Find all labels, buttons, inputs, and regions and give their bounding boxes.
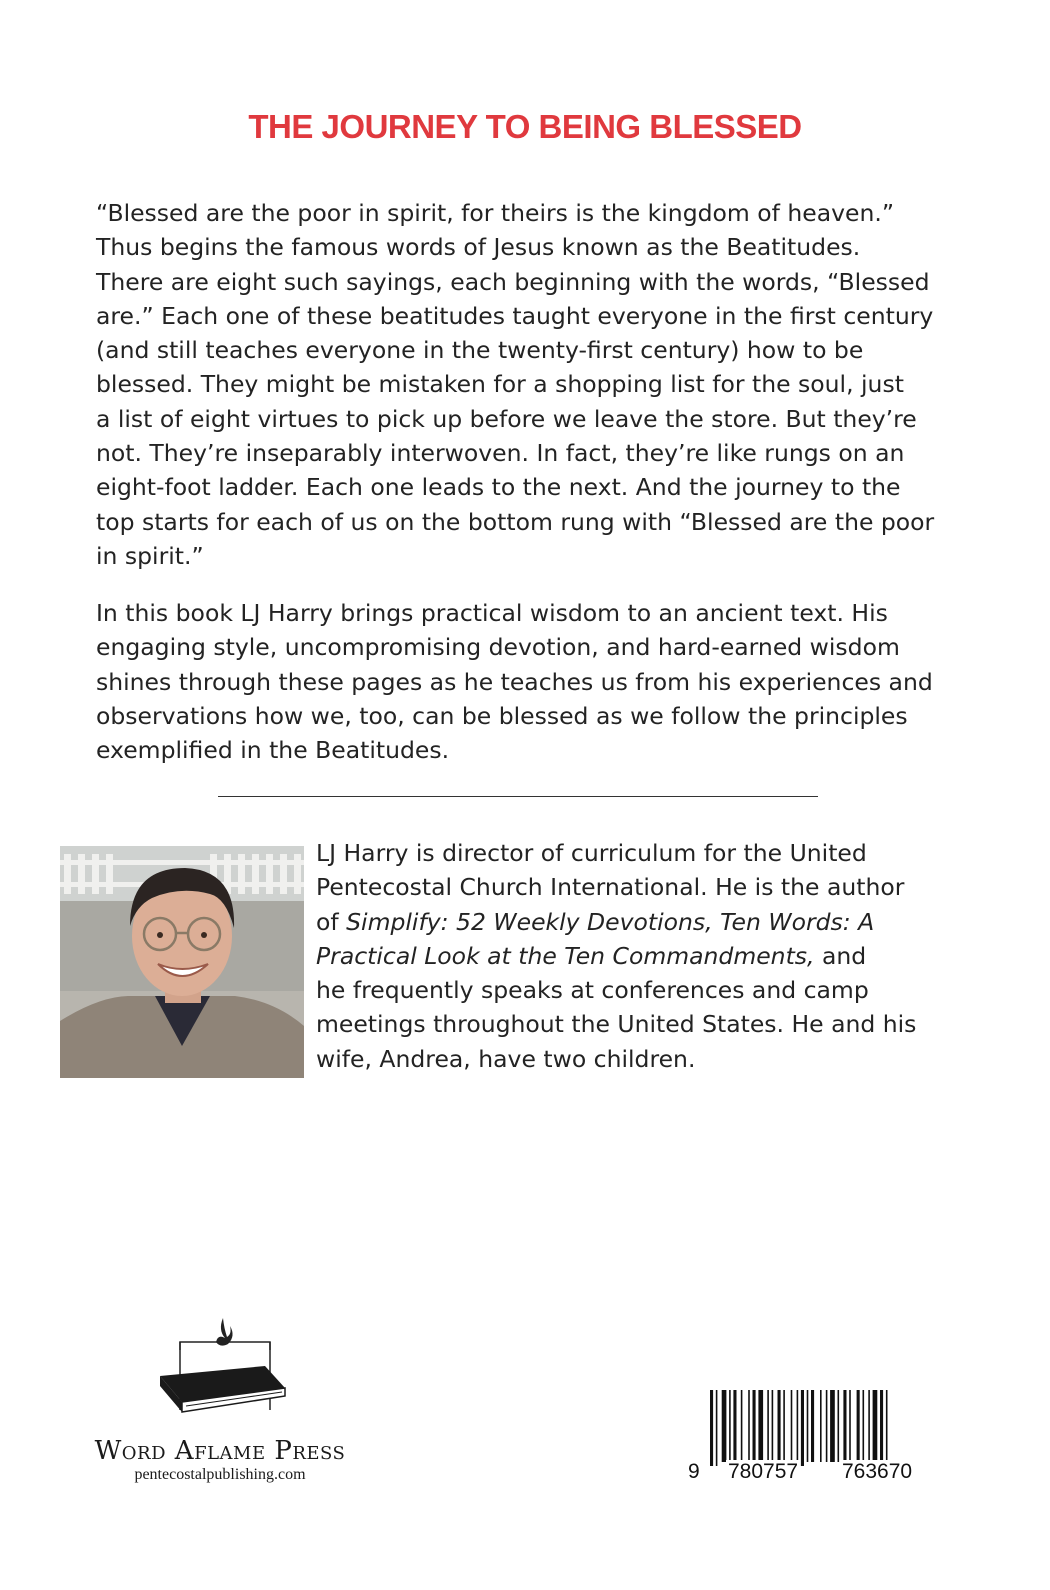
book-title-italic: Simplify: 52 Weekly Devotions, Ten Words: A [346,907,875,936]
blurb-line: In this book LJ Harry brings practical wisdom to an ancient text. His [96,599,888,627]
blurb-line: top starts for each of us on the bottom rung with “Blessed are the poor [96,507,935,536]
barcode-bar [880,1390,883,1466]
blurb-line: in spirit.” [96,541,204,570]
barcode-bar [778,1390,781,1462]
barcode-bar [729,1390,731,1462]
blurb-line: a list of eight virtues to pick up before we leave the store. But they’re [96,404,917,433]
barcode-right-digits: 763670 [842,1460,913,1483]
bio-line [316,905,956,939]
barcode-bar [830,1390,835,1462]
bio-line: he frequently speaks at conferences and camp [316,976,869,1005]
barcode-bar [857,1390,860,1462]
barcode-bar [710,1390,713,1466]
barcode-lead-digit: 9 [688,1460,700,1483]
barcode-bar [826,1390,828,1462]
blurb-line: observations how we, too, can be blessed as we follow the principles [96,701,908,730]
barcode-bar [838,1390,840,1462]
barcode-bar [733,1390,736,1462]
barcode-bar [716,1390,718,1466]
barcode-bar [753,1390,756,1462]
blurb-line: Thus begins the famous words of Jesus known as the Beatitudes. [96,233,861,262]
bio-line: LJ Harry is director of curriculum for the United [316,839,867,867]
bio-text: and [814,941,867,970]
barcode-bar [722,1390,727,1462]
blurb-line: There are eight such sayings, each beginning with the words, “Blessed [96,267,930,296]
barcode-bar [791,1390,793,1462]
barcode-bar [843,1390,846,1462]
blurb-line: exemplified in the Beatitudes. [96,736,450,765]
barcode-bar [772,1390,774,1462]
barcode-bars [686,1386,938,1466]
blurb-line: are.” Each one of these beatitudes taught everyone in the first century [96,301,934,330]
barcode-bar [811,1390,814,1462]
barcode-bar [741,1390,743,1462]
book-title-italic: Practical Look at the Ten Commandments, [316,941,815,970]
bio-line: meetings throughout the United States. He and his [316,1010,917,1039]
blurb-line: eight-foot ladder. Each one leads to the next. And the journey to the [96,473,901,502]
publisher-name: Word Aflame Press [94,1436,346,1466]
barcode-bar [801,1390,804,1466]
barcode-left-digits: 780757 [728,1460,799,1483]
bio-line [316,939,956,973]
bio-line: wife, Andrea, have two children. [316,1044,696,1073]
barcode-bar [868,1390,870,1462]
bio-line: Pentecostal Church International. He is the author [316,873,905,902]
barcode-bar [748,1390,750,1462]
blurb-line: blessed. They might be mistaken for a shopping list for the soul, just [96,370,904,399]
author-portrait-illustration [60,846,304,1078]
barcode-bar [797,1390,799,1466]
author-photo [60,846,304,1078]
barcode-bar [863,1390,865,1462]
barcode-bar [807,1390,809,1462]
publisher-logo [90,1310,350,1490]
barcode-bar [758,1390,763,1462]
blurb-paragraph-2 [96,596,946,767]
blurb-line: engaging style, uncompromising devotion, and hard-earned wisdom [96,633,900,662]
blurb-line: “Blessed are the poor in spirit, for theirs is the kingdom of heaven.” [96,199,895,227]
isbn-barcode [686,1386,938,1484]
blurb-line: not. They’re inseparably interwoven. In fact, they’re like rungs on an [96,439,905,468]
author-bio [316,836,956,1076]
barcode-bar [783,1390,785,1462]
barcode-bar [873,1390,878,1462]
book-title-heading: THE JOURNEY TO BEING BLESSED [248,108,802,145]
barcode-bar [820,1390,822,1462]
section-divider [218,796,818,797]
blurb-paragraph-1 [96,196,946,573]
blurb-line: shines through these pages as he teaches us from his experiences and [96,667,933,696]
book-flame-logo-icon [90,1310,350,1436]
publisher-url: pentecostalpublishing.com [134,1466,306,1483]
barcode-bar [849,1390,851,1462]
bio-text: of [316,907,347,936]
blurb-line: (and still teaches everyone in the twenty-first century) how to be [96,336,864,365]
barcode-bar [767,1390,769,1462]
barcode-bar [886,1390,888,1466]
